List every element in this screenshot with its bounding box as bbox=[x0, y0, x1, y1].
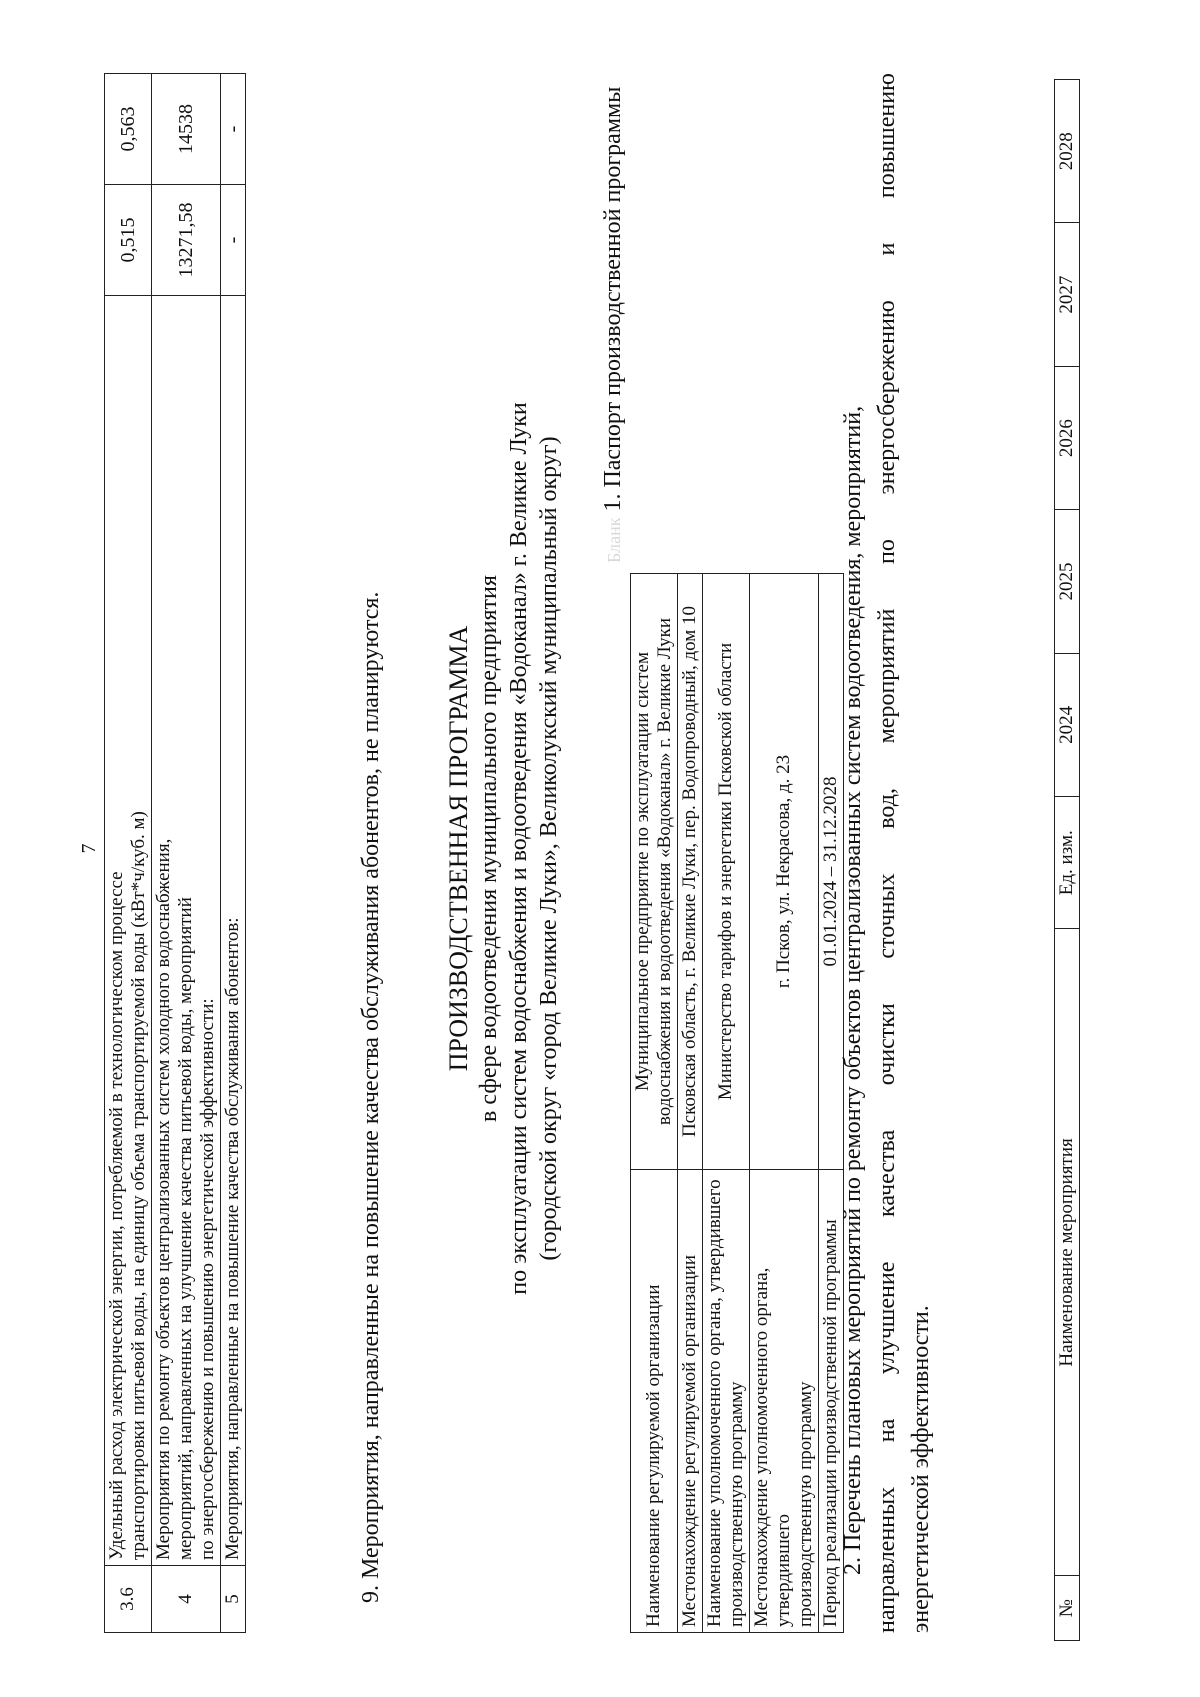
table-row bbox=[750, 574, 819, 1633]
measures-table-header bbox=[1054, 79, 1080, 1641]
passport-value bbox=[678, 574, 703, 1170]
row-value: 14538 bbox=[152, 74, 221, 185]
row-value: 0,563 bbox=[105, 74, 152, 185]
section-2-text bbox=[836, 73, 938, 1633]
row-name-line: транспортировки питьевой воды, на единицу объема транспортируемой воды (кВт*ч/куб. м) bbox=[128, 811, 149, 1560]
table-row bbox=[703, 574, 750, 1633]
column-header: Ед. изм. bbox=[1055, 797, 1080, 929]
row-name-line: Мероприятия, направленные на повышение качества обслуживания абонентов: bbox=[222, 917, 243, 1560]
passport-table bbox=[630, 573, 844, 1633]
column-header: Наименование мероприятия bbox=[1055, 929, 1080, 1576]
faint-stamp-text: Бланк bbox=[604, 517, 624, 563]
passport-value-line: Министерство тарифов и энергетики Псковской области bbox=[715, 642, 736, 1101]
table-row bbox=[678, 574, 703, 1633]
row-name bbox=[221, 296, 246, 1566]
row-name bbox=[105, 296, 152, 1566]
indicators-table bbox=[104, 73, 246, 1633]
passport-label bbox=[703, 1170, 750, 1633]
program-subtitle-line: в сфере водоотведения муниципального предприятия bbox=[476, 575, 502, 1122]
row-name-line: по энергосбережению и повышению энергетической эффективности: bbox=[197, 998, 218, 1560]
section-2-line: направленных на улучшение качества очистки сточных вод, мероприятий по энергосбережению и повышению bbox=[874, 73, 900, 1633]
section-1-heading bbox=[600, 87, 627, 563]
passport-value-line: Псковская область, г. Великие Луки, пер. Водопроводный, дом 10 bbox=[679, 605, 700, 1138]
section-2-line-text: 2. Перечень плановых мероприятий по ремонту объектов централизованных систем водоотведения, мероприятий, bbox=[840, 405, 866, 1575]
passport-label-line: Период реализации производственной программы bbox=[820, 1219, 841, 1627]
passport-label bbox=[750, 1170, 819, 1633]
passport-label bbox=[678, 1170, 703, 1633]
passport-value bbox=[631, 574, 678, 1170]
column-header: 2025 bbox=[1055, 510, 1080, 653]
passport-label-line: производственную программу bbox=[795, 1381, 816, 1627]
row-name-line: Удельный расход электрической энергии, потребляемой в технологическом процессе bbox=[106, 871, 127, 1560]
passport-value-line: г. Псков, ул. Некрасова, д. 23 bbox=[773, 754, 794, 989]
program-subtitle-line: по эксплуатации систем водоснабжения и водоотведения «Водоканал» г. Великие Луки bbox=[506, 402, 532, 1295]
row-name-line: мероприятий, направленных на улучшение качества питьевой воды, мероприятий bbox=[175, 897, 196, 1560]
page-number: 7 bbox=[78, 843, 100, 854]
section-2-line bbox=[836, 73, 870, 1633]
section-2-line: энергетической эффективности. bbox=[908, 1305, 934, 1633]
passport-value bbox=[750, 574, 819, 1170]
table-row bbox=[631, 574, 678, 1633]
passport-label-line: Местонахождение регулируемой организации bbox=[679, 1254, 700, 1627]
row-number: 5 bbox=[221, 1566, 246, 1633]
column-header: 2024 bbox=[1055, 653, 1080, 796]
passport-label-line: Местонахождение уполномоченного органа, утвердившего bbox=[751, 1267, 794, 1627]
passport-value-line: водоснабжения и водоотведения «Водоканал» г. Великие Луки bbox=[654, 617, 675, 1126]
row-name-line: Мероприятия по ремонту объектов централизованных систем холодного водоснабжения, bbox=[153, 838, 174, 1560]
passport-value-line: 01.01.2024 – 31.12.2028 bbox=[820, 776, 841, 967]
section-1-title: 1. Паспорт производственной программы bbox=[600, 86, 626, 512]
row-number: 3.6 bbox=[105, 1566, 152, 1633]
program-heading: ПРОИЗВОДСТВЕННАЯ ПРОГРАММА bbox=[444, 625, 473, 1072]
passport-label-line: Наименование регулируемой организации bbox=[643, 1284, 664, 1627]
row-value: 0,515 bbox=[105, 185, 152, 296]
passport-label-line: Наименование уполномоченного органа, утвердившего bbox=[704, 1179, 725, 1627]
table-row bbox=[152, 74, 221, 1633]
row-number: 4 bbox=[152, 1566, 221, 1633]
column-header: 2028 bbox=[1055, 80, 1080, 223]
passport-label-line: производственную программу bbox=[726, 1381, 747, 1627]
row-value: 13271,58 bbox=[152, 185, 221, 296]
program-title bbox=[444, 0, 564, 1697]
passport-label bbox=[631, 1170, 678, 1633]
program-subtitle-line: (городской округ «город Великие Луки», Великолукский муниципальный округ) bbox=[536, 436, 562, 1261]
column-header: 2027 bbox=[1055, 223, 1080, 366]
table-row bbox=[221, 74, 246, 1633]
column-header: № bbox=[1055, 1576, 1080, 1641]
row-value: - bbox=[221, 185, 246, 296]
passport-value bbox=[703, 574, 750, 1170]
section-9-text: 9. Мероприятия, направленные на повышение качества обслуживания абонентов, не планируются. bbox=[358, 591, 384, 1603]
table-header-row bbox=[1055, 80, 1080, 1641]
column-header: 2026 bbox=[1055, 366, 1080, 509]
passport-value-line: Муниципальное предприятие по эксплуатации систем bbox=[632, 652, 653, 1091]
table-row bbox=[105, 74, 152, 1633]
row-value: - bbox=[221, 74, 246, 185]
row-name bbox=[152, 296, 221, 1566]
